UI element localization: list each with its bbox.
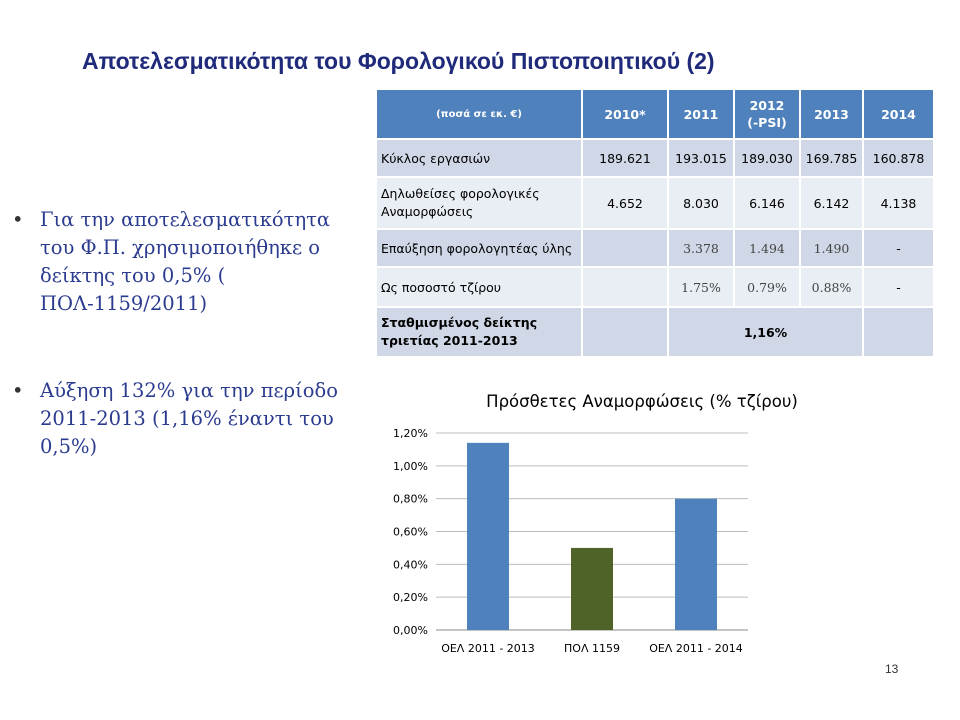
table-cell: 6.142: [800, 177, 863, 229]
table-header-row: [376, 89, 934, 139]
bar: [467, 443, 509, 630]
bar: [675, 499, 717, 630]
bullet-item: [12, 206, 362, 318]
weighted-index-value: 1,16%: [668, 307, 863, 357]
data-table: [375, 88, 935, 358]
bullet-item: [12, 377, 362, 461]
table-cell: 6.146: [734, 177, 800, 229]
y-tick-label: 0,60%: [393, 525, 428, 539]
table-cell: 0.88%: [800, 267, 863, 307]
bullet-dot-icon: •: [12, 379, 24, 402]
y-tick-label: 0,20%: [393, 591, 428, 605]
table-cell: 1.494: [734, 229, 800, 267]
table-cell: 4.652: [582, 177, 668, 229]
table-row: [376, 267, 934, 307]
table-cell: [582, 267, 668, 307]
table-row: [376, 229, 934, 267]
row-label: Δηλωθείσες φορολογικές Αναμορφώσεις: [376, 177, 582, 229]
row-label: Σταθμισμένος δείκτης τριετίας 2011-2013: [376, 307, 582, 357]
x-tick-label: ΟΕΛ 2011 - 2013: [441, 642, 535, 655]
bar-chart: [370, 380, 910, 660]
chart-title: Πρόσθετες Αναμορφώσεις (% τζίρου): [486, 392, 798, 411]
y-tick-label: 1,20%: [393, 427, 428, 440]
row-label: Επαύξηση φορολογητέας ύλης: [376, 229, 582, 267]
table-cell: 189.030: [734, 139, 800, 177]
x-tick-label: ΠΟΛ 1159: [564, 642, 620, 655]
table-row: [376, 139, 934, 177]
year-header: [734, 89, 800, 139]
table-cell: 0.79%: [734, 267, 800, 307]
bullet-text: Για την αποτελεσματικότητα του Φ.Π. χρησιμοποιήθηκε ο δείκτης του 0,5% ( ΠΟΛ-1159/2011): [40, 208, 331, 315]
table-cell: 8.030: [668, 177, 734, 229]
y-tick-label: 1,00%: [393, 459, 428, 473]
table-row: [376, 177, 934, 229]
x-tick-label: ΟΕΛ 2011 - 2014: [649, 642, 743, 655]
slide-title: Αποτελεσματικότητα του Φορολογικού Πιστοποιητικού (2): [82, 48, 715, 74]
y-tick-label: 0,00%: [393, 624, 428, 637]
table-cell: 1.75%: [668, 267, 734, 307]
unit-header: (ποσά σε εκ. €): [376, 89, 582, 139]
table-cell: -: [863, 229, 934, 267]
table-cell: [863, 307, 934, 357]
table-cell: 4.138: [863, 177, 934, 229]
table-cell: [582, 229, 668, 267]
table-cell: [582, 307, 668, 357]
table-cell: 189.621: [582, 139, 668, 177]
table-cell: 1.490: [800, 229, 863, 267]
y-tick-label: 0,80%: [393, 492, 428, 506]
table-cell: 169.785: [800, 139, 863, 177]
year-header-line: 2012: [749, 98, 785, 113]
table-cell: 193.015: [668, 139, 734, 177]
bullet-text: Αύξηση 132% για την περίοδο 2011-2013 (1,16% έναντι του 0,5%): [40, 379, 338, 458]
bullet-dot-icon: •: [12, 208, 24, 231]
year-header: 2010*: [582, 89, 668, 139]
row-label: Κύκλος εργασιών: [376, 139, 582, 177]
year-header: 2014: [863, 89, 934, 139]
bullet-list: [12, 206, 362, 461]
table-cell: 160.878: [863, 139, 934, 177]
table-cell: 3.378: [668, 229, 734, 267]
row-label: Ως ποσοστό τζίρου: [376, 267, 582, 307]
table-row: [376, 307, 934, 357]
year-header: 2013: [800, 89, 863, 139]
bar: [571, 548, 613, 630]
year-header-line: (-PSI): [747, 115, 787, 130]
table-cell: -: [863, 267, 934, 307]
y-tick-label: 0,40%: [393, 558, 428, 572]
year-header: 2011: [668, 89, 734, 139]
page-number: 13: [885, 662, 899, 676]
